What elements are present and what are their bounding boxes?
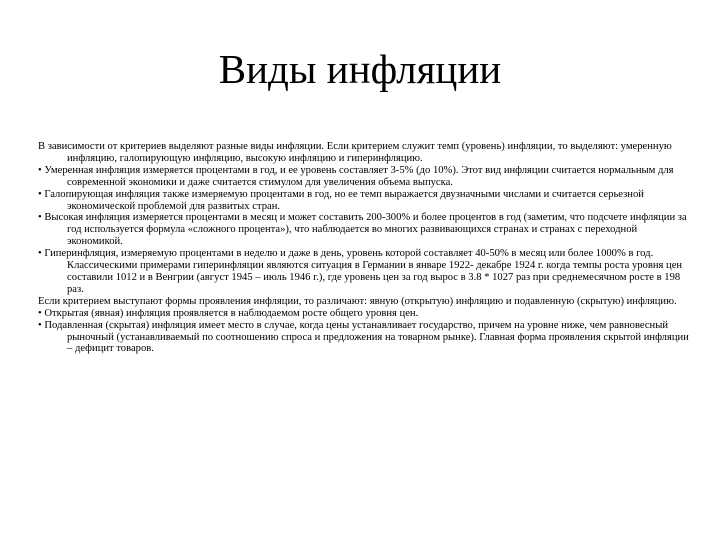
slide-title: Виды инфляции [218,46,502,92]
bullet-hyperinflation: • Гиперинфляция, измеряемую процентами в неделю и даже в день, уровень которой составляет 40-50% в месяц или более 1000% в год. Классическими примерами гиперинфляции являются ситуация в Германии в январе 1922- декабре 1924 г. когда темпы роста уровня цен составили 1012 и в Венгрии (август 1945 – июль 1946 г.), где уровень цен за год вырос в 3.8 * 1027 раз при среднемесячном росте в 198 раз. [38,248,683,295]
bullet-open-inflation: • Открытая (явная) инфляция проявляется в наблюдаемом росте общего уровня цен. [38,307,419,319]
bullet-moderate-inflation: • Умеренная инфляция измеряется процентами в год, и ее уровень составляет 3-5% (до 10%). Этот вид инфляции считается нормальным для современной экономики и даже считается стимулом для увеличения объема выпуска. [38,164,674,188]
slide-body [38,141,692,355]
bullet-suppressed-inflation: • Подавленная (скрытая) инфляция имеет место в случае, когда цены устанавливает государство, причем на уровне ниже, чем равновесный рыночный (устанавливаемый по соотношению спроса и предложения на товарном рынке). Главная форма проявления скрытой инфляции – дефицит товаров. [38,319,689,355]
bullet-high-inflation: • Высокая инфляция измеряется процентами в месяц и может составить 200-300% и более процентов в год (заметим, что подсчете инфляции за год используется формула «сложного процента»), что наблюдается во многих развивающихся странах и странах с переходной экономикой. [38,212,687,248]
intro-paragraph: В зависимости от критериев выделяют разные виды инфляции. Если критерием служит темп (уровень) инфляции, то выделяют: умеренную инфляцию, галопирующую инфляцию, высокую инфляцию и гиперинфляцию. [38,141,672,164]
bullet-galloping-inflation: • Галопирующая инфляция также измеряемую процентами в год, но ее темп выражается двузначными числами и считается серьезной экономической проблемой для развитых стран. [38,188,644,212]
forms-paragraph: Если критерием выступают формы проявления инфляции, то различают: явную (открытую) инфляцию и подавленную (скрытую) инфляцию. [38,295,677,307]
